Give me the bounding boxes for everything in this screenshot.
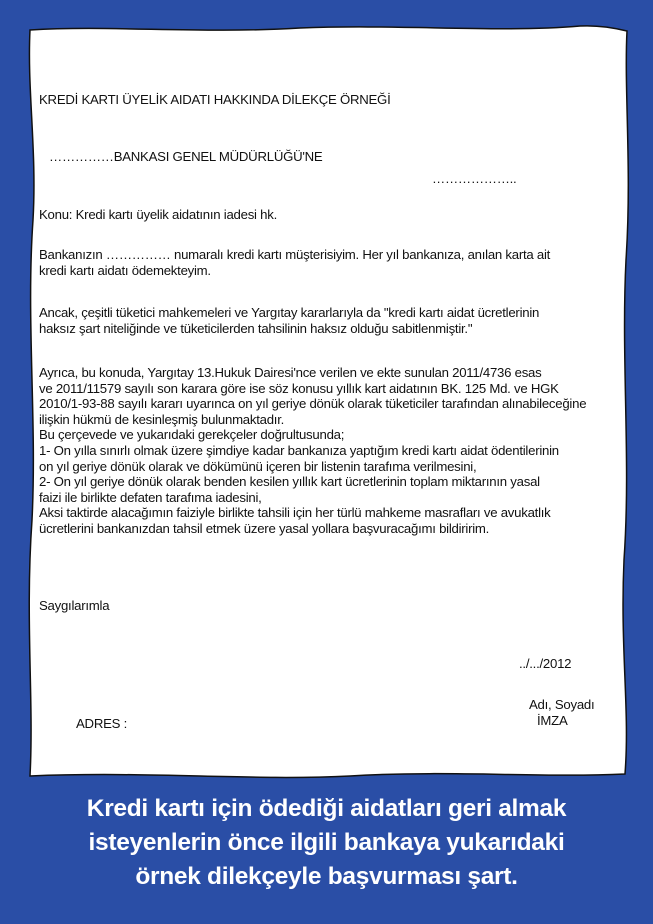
paragraph-line: Ayrıca, bu konuda, Yargıtay 13.Hukuk Dairesi'nce verilen ve ekte sunulan 2011/4736 esas [39, 365, 542, 380]
paragraph-line: Aksi taktirde alacağımın faiziyle birlikte tahsili için her türlü mahkeme masrafları ve avukatlık [39, 505, 551, 521]
date-line: ../.../2012 [519, 656, 572, 671]
addressee-line: ……………BANKASI GENEL MÜDÜRLÜĞÜ'NE [49, 149, 323, 164]
paragraph-line: haksız şart niteliğinde ve tüketicilerden tahsilinin haksız olduğu sabitlenmiştir." [39, 320, 473, 336]
paragraph-1 [39, 247, 614, 278]
paragraph-line: 2- On yıl geriye dönük olarak benden kesilen yıllık kart ücretlerinin toplam miktarının yasal [39, 474, 540, 490]
caption-line: örnek dilekçeyle başvurması şart. [135, 863, 518, 890]
paragraph-line: ve 2011/11579 sayılı son karara göre ise söz konusu yıllık kart aidatının BK. 125 Md. ve HGK [39, 380, 559, 396]
paragraph-line: on yıl geriye dönük olarak ve dökümünü içeren bir listenin tarafıma verilmesini, [39, 458, 477, 474]
paragraph-line: 2010/1-93-88 sayılı kararı uyarınca on yıl geriye dönük olarak tüketiciler tarafından alınabileceğine [39, 396, 587, 412]
paragraph-line: Ancak, çeşitli tüketici mahkemeleri ve Yargıtay kararlarıyla da "kredi kartı aidat ücretlerinin [39, 305, 540, 320]
paragraph-line: ilişkin hükmü de kesinleşmiş bulunmaktadır. [39, 411, 285, 427]
city-placeholder: ……………….. [432, 171, 517, 186]
paragraph-3 [39, 365, 614, 537]
name-label: Adı, Soyadı [529, 697, 595, 712]
paragraph-line: ücretlerini bankanızdan tahsil etmek üzere yasal yollara başvuracağımı bildiririm. [39, 520, 490, 536]
closing-line: Saygılarımla [39, 598, 110, 613]
caption-line: isteyenlerin önce ilgili bankaya yukarıdaki [88, 829, 565, 856]
paragraph-2 [39, 305, 614, 336]
paragraph-line: Bu çerçevede ve yukarıdaki gerekçeler doğrultusunda; [39, 427, 345, 443]
paragraph-line: Bankanızın …………… numaralı kredi kartı müşterisiyim. Her yıl bankanıza, anılan karta ait [39, 247, 551, 262]
paragraph-line: faizi ile birlikte defaten tarafıma iadesini, [39, 489, 262, 505]
caption-line: Kredi kartı için ödediği aidatları geri almak [86, 795, 567, 822]
subject-line: Konu: Kredi kartı üyelik aidatının iadesi hk. [39, 207, 277, 222]
caption [0, 792, 653, 894]
signature-label: İMZA [537, 713, 568, 728]
address-label: ADRES : [76, 716, 128, 731]
paragraph-line: 1- On yılla sınırlı olmak üzere şimdiye kadar bankanıza yaptığım kredi kartı aidat ödentilerinin [39, 442, 559, 458]
document-title: KREDİ KARTI ÜYELİK AIDATI HAKKINDA DİLEKÇE ÖRNEĞİ [39, 92, 391, 107]
paragraph-line: kredi kartı aidatı ödemekteyim. [39, 262, 211, 278]
